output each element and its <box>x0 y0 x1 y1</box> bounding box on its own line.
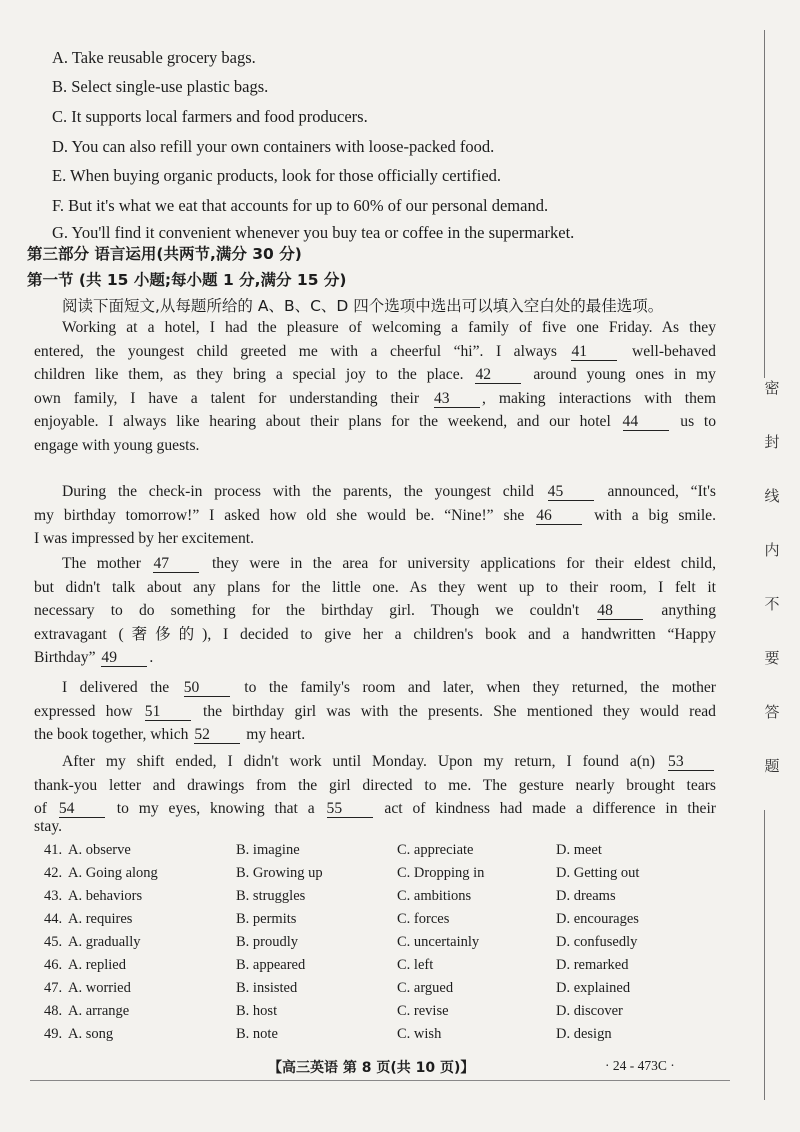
choice-c[interactable]: C. wish <box>397 1026 442 1042</box>
text-line: the book together, which 52 my heart. <box>34 726 306 743</box>
choice-b[interactable]: B. insisted <box>236 980 298 996</box>
blank-48[interactable]: 48 <box>597 603 643 620</box>
text-line: Birthday” 49 . <box>34 649 154 666</box>
choice-d[interactable]: D. discover <box>556 1003 623 1019</box>
blank-54[interactable]: 54 <box>59 801 105 818</box>
text-line: my birthday tomorrow!” I asked how old she would be. “Nine!” she 46 with a big smile. <box>34 506 716 524</box>
choice-a[interactable]: A. requires <box>68 911 133 927</box>
option-g: G. You'll find it convenient whenever you buy tea or coffee in the supermarket. <box>52 223 575 242</box>
blank-51[interactable]: 51 <box>145 704 191 721</box>
choice-c[interactable]: C. revise <box>397 1003 449 1019</box>
paragraph-3 <box>34 552 716 670</box>
choice-b[interactable]: B. imagine <box>236 842 300 858</box>
blank-43[interactable]: 43 <box>434 391 480 408</box>
paragraph-5 <box>34 750 716 838</box>
blank-41[interactable]: 41 <box>571 344 617 361</box>
choice-d[interactable]: D. dreams <box>556 888 616 904</box>
choice-b[interactable]: B. permits <box>236 911 297 927</box>
binding-char: 要 <box>756 648 788 702</box>
section1-heading: 第一节 (共 15 小题;每小题 1 分,满分 15 分) <box>27 271 347 289</box>
text-line: thank-you letter and drawings from the girl directed to me. The gesture nearly brought tears <box>34 776 716 794</box>
choice-c[interactable]: C. left <box>397 957 434 973</box>
footer-rule <box>30 1080 730 1081</box>
binding-margin-text <box>756 378 788 810</box>
choice-c[interactable]: C. argued <box>397 980 454 996</box>
binding-char: 内 <box>756 540 788 594</box>
part3-heading: 第三部分 语言运用(共两节,满分 30 分) <box>27 245 302 263</box>
blank-55[interactable]: 55 <box>327 801 373 818</box>
choice-d[interactable]: D. encourages <box>556 911 639 927</box>
question-number: 41. <box>44 842 63 858</box>
choice-b[interactable]: B. struggles <box>236 888 306 904</box>
choice-a[interactable]: A. arrange <box>68 1003 130 1019</box>
binding-char: 封 <box>756 432 788 486</box>
blank-49[interactable]: 49 <box>101 650 147 667</box>
text-line: entered, the youngest child greeted me with a cheerful “hi”. I always 41 well-behaved <box>34 342 716 360</box>
text-line: I was impressed by her excitement. <box>34 530 254 547</box>
blank-42[interactable]: 42 <box>475 367 521 384</box>
question-number: 44. <box>44 911 63 927</box>
choice-a[interactable]: A. song <box>68 1026 114 1042</box>
text-line: After my shift ended, I didn't work until Monday. Upon my return, I found a(n) 53 <box>34 750 716 774</box>
option-e: E. When buying organic products, look for those officially certified. <box>52 166 502 185</box>
blank-47[interactable]: 47 <box>153 556 199 573</box>
blank-53[interactable]: 53 <box>668 754 714 771</box>
paragraph-2 <box>34 480 716 551</box>
choice-d[interactable]: D. remarked <box>556 957 629 973</box>
choice-a[interactable]: A. gradually <box>68 934 141 950</box>
choice-c[interactable]: C. uncertainly <box>397 934 480 950</box>
option-c: C. It supports local farmers and food producers. <box>52 107 368 126</box>
question-number: 42. <box>44 865 63 881</box>
question-number: 49. <box>44 1026 63 1042</box>
text-line: Working at a hotel, I had the pleasure of welcoming a family of five one Friday. As they <box>62 319 716 336</box>
paragraph-1 <box>34 316 716 457</box>
text-line: The mother 47 they were in the area for university applications for their eldest child, <box>62 555 716 572</box>
choice-b[interactable]: B. note <box>236 1026 278 1042</box>
choice-a[interactable]: A. observe <box>68 842 131 858</box>
text-line: own family, I have a talent for understanding their 43 , making interactions with them <box>34 389 716 407</box>
blank-45[interactable]: 45 <box>548 484 594 501</box>
blank-46[interactable]: 46 <box>536 508 582 525</box>
choice-a[interactable]: A. Going along <box>68 865 158 881</box>
text-line: but didn't talk about any plans for the little one. As they went up to their room, I felt it <box>34 578 716 596</box>
option-a: A. Take reusable grocery bags. <box>52 48 256 67</box>
choice-a[interactable]: A. worried <box>68 980 131 996</box>
text-line: During the check-in process with the parents, the youngest child 45 announced, “It's <box>62 483 716 500</box>
choice-a[interactable]: A. replied <box>68 957 126 973</box>
question-number: 45. <box>44 934 63 950</box>
question-number: 46. <box>44 957 63 973</box>
choice-b[interactable]: B. proudly <box>236 934 299 950</box>
choice-d[interactable]: D. design <box>556 1026 612 1042</box>
binding-char: 答 <box>756 702 788 756</box>
binding-char: 不 <box>756 594 788 648</box>
page-footer: 【高三英语 第 8 页(共 10 页)】 <box>268 1060 475 1076</box>
text-line: I delivered the 50 to the family's room and later, when they returned, the mother <box>62 679 716 696</box>
option-d: D. You can also refill your own containers with loose-packed food. <box>52 137 495 156</box>
text-line: engage with young guests. <box>34 436 200 454</box>
binding-char: 线 <box>756 486 788 540</box>
question-number: 43. <box>44 888 63 904</box>
binding-char: 密 <box>756 378 788 432</box>
choice-d[interactable]: D. meet <box>556 842 602 858</box>
question-number: 48. <box>44 1003 63 1019</box>
choice-c[interactable]: C. ambitions <box>397 888 472 904</box>
choice-c[interactable]: C. forces <box>397 911 450 927</box>
question-number: 47. <box>44 980 63 996</box>
blank-50[interactable]: 50 <box>184 680 230 697</box>
choice-a[interactable]: A. behaviors <box>68 888 143 904</box>
text-line: enjoyable. I always like hearing about their plans for the weekend, and our hotel 44 us to <box>34 413 716 430</box>
text-line: extravagant (奢侈的), I decided to give her a children's book and a handwritten “Happy <box>34 625 716 643</box>
text-line: necessary to do something for the birthday girl. Though we couldn't 48 anything <box>34 602 716 619</box>
blank-44[interactable]: 44 <box>623 414 669 431</box>
paper-code: · 24 - 473C · <box>605 1058 675 1073</box>
text-line: of 54 to my eyes, knowing that a 55 act of kindness had made a difference in their <box>34 800 716 817</box>
paragraph-4 <box>34 676 716 747</box>
choice-d[interactable]: D. explained <box>556 980 631 996</box>
blank-52[interactable]: 52 <box>194 727 240 744</box>
choice-c[interactable]: C. appreciate <box>397 842 474 858</box>
choice-b[interactable]: B. Growing up <box>236 865 323 881</box>
choice-b[interactable]: B. appeared <box>236 957 306 973</box>
text-line: stay. <box>34 817 63 835</box>
choice-d[interactable]: D. confusedly <box>556 934 638 950</box>
instruction: 阅读下面短文,从每题所给的 A、B、C、D 四个选项中选出可以填入空白处的最佳选项。 <box>62 297 664 315</box>
choice-d[interactable]: D. Getting out <box>556 865 640 881</box>
text-line: expressed how 51 the birthday girl was with the presents. She mentioned they would read <box>34 702 716 720</box>
option-f: F. But it's what we eat that accounts for up to 60% of our personal demand. <box>52 196 549 215</box>
choice-b[interactable]: B. host <box>236 1003 278 1019</box>
text-line: children like them, as they bring a special joy to the place. 42 around young ones in my <box>34 366 716 383</box>
choice-c[interactable]: C. Dropping in <box>397 865 485 881</box>
option-b: B. Select single-use plastic bags. <box>52 77 269 96</box>
binding-char: 题 <box>756 756 788 810</box>
